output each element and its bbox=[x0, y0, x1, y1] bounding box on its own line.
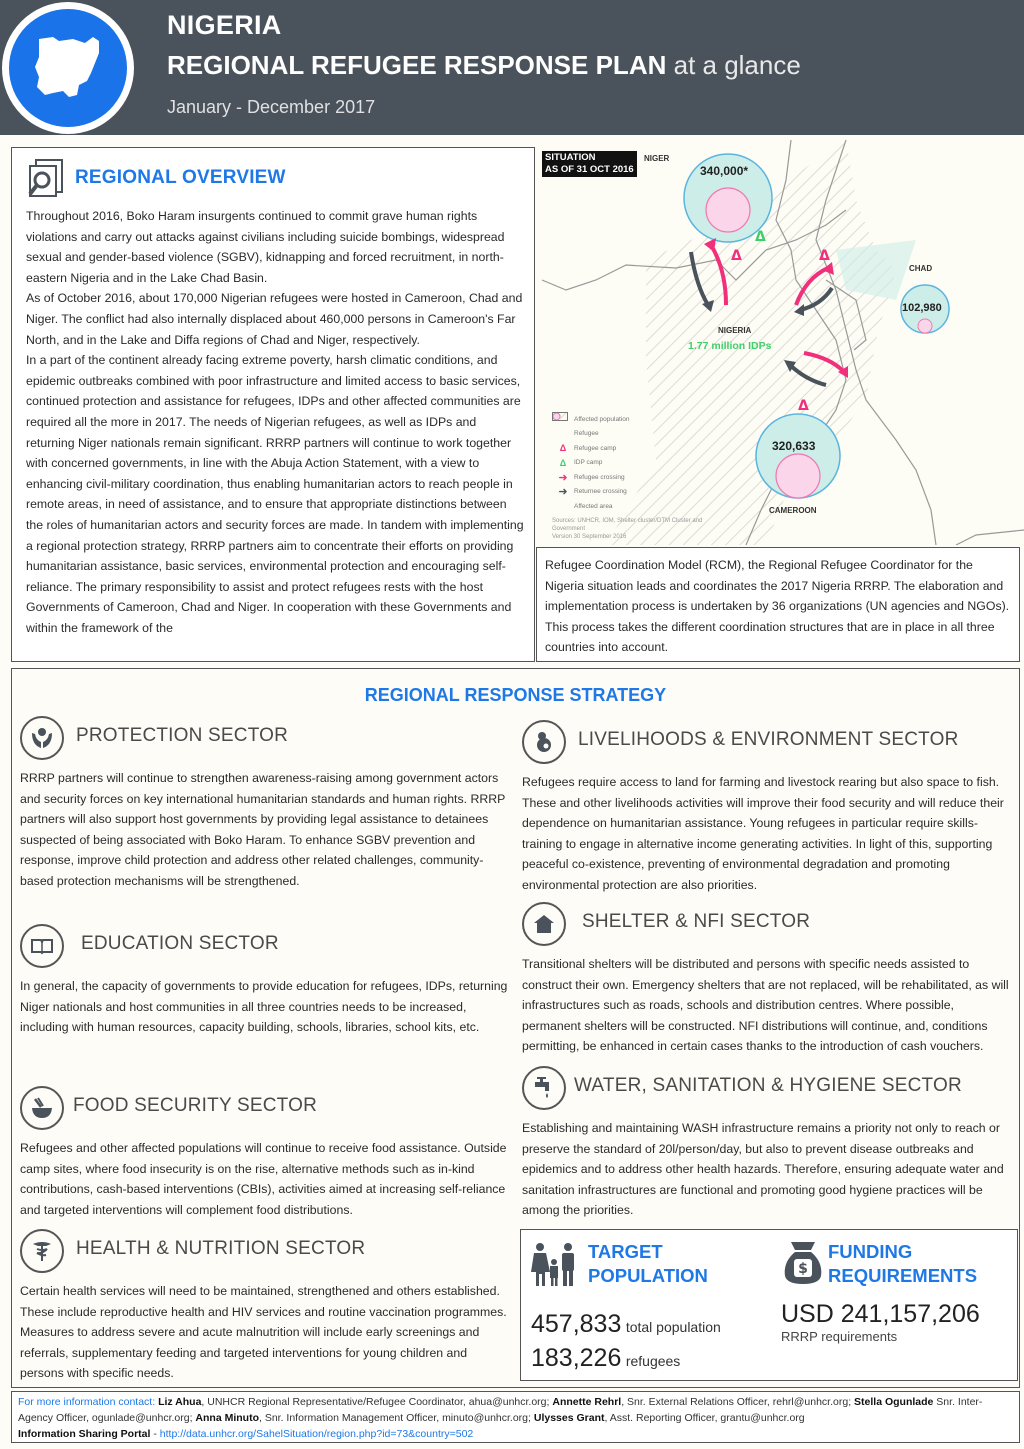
svg-text:$: $ bbox=[798, 1261, 808, 1277]
caduceus-icon bbox=[20, 1229, 64, 1273]
overview-continued-panel bbox=[536, 547, 1020, 662]
cameroon-figure: 320,633 bbox=[772, 439, 816, 453]
document-search-icon bbox=[26, 158, 66, 203]
sector-livelihoods: LIVELIHOODS & ENVIRONMENT SECTOR Refugees require access to land for farming and livestock rearing but also space to fish. These and other livelihoods activities will improve their food security and will reduce their dependence on humanitarian assistance. Young refugees in particular require skills-training to engage in alternative income generating activities. In light of this, supporting peaceful co-existence, preventing of environmental degradation and promoting environmental protection are also priorities. bbox=[522, 720, 1012, 890]
plan-title-bold: REGIONAL REFUGEE RESPONSE PLAN bbox=[167, 50, 667, 80]
refugee-crossing-arrow-icon: ➜ bbox=[558, 471, 568, 484]
legend-item: Affected area bbox=[552, 499, 722, 514]
overview-continued-text: Refugee Coordination Model (RCM), the Regional Refugee Coordinator for the Nigeria situation leads and coordinates the 2017 Nigeria RRRP. The elaboration and implementation process is undertaken by 36 organizations (UN agencies and NGOs). This process takes the different coordination structures that are in place in all three countries into account. bbox=[545, 558, 1010, 655]
funding-stat: USD 241,157,206 RRRP requirements bbox=[781, 1300, 980, 1344]
country-title: NIGERIA bbox=[167, 10, 282, 40]
svg-text:Δ: Δ bbox=[731, 248, 742, 264]
map-label-cameroon: CAMEROON bbox=[769, 506, 817, 515]
legend-item: Refugee bbox=[552, 427, 722, 442]
sector-food-security: FOOD SECURITY SECTOR Refugees and other affected populations will continue to receive food assistance. Outside camp sites, where food insecurity is on the rise, alternative methods such as in-kind contributions, cash-based interventions (CBIs), activities aimed at increasing self-reliance and targeted interventions will complement food distributions. bbox=[20, 1086, 510, 1226]
nigeria-logo bbox=[2, 2, 134, 134]
sector-health: HEALTH & NUTRITION SECTOR Certain health services will need to be maintained, strengthened and others established. These include reproductive health and HIV services and routine vaccination programmes. Measures to address severe and acute malnutrition will include early screenings and referrals, supplementary feeding and targeted interventions for young children and persons with specific needs. bbox=[20, 1229, 510, 1389]
legend-item: ➜ Returnee crossing bbox=[552, 485, 722, 500]
family-icon bbox=[531, 1242, 577, 1293]
legend-item: Δ Refugee camp bbox=[552, 441, 722, 456]
regional-overview-panel bbox=[11, 147, 535, 662]
total-population-stat: 457,833 total population bbox=[531, 1310, 721, 1338]
idp-camp-icon: Δ bbox=[559, 457, 567, 468]
niger-figure: 340,000* bbox=[700, 164, 749, 178]
money-bag-icon bbox=[783, 1240, 823, 1291]
contact-name: Stella Ogunlade bbox=[854, 1396, 934, 1408]
legend-item: Δ IDP camp bbox=[552, 456, 722, 471]
contact-name: Annette Rehrl bbox=[552, 1396, 622, 1408]
svg-text:Δ: Δ bbox=[819, 248, 830, 264]
plan-title bbox=[167, 50, 801, 81]
water-tap-icon bbox=[522, 1066, 566, 1110]
plan-dates: January - December 2017 bbox=[167, 97, 376, 117]
livelihoods-icon bbox=[522, 720, 566, 764]
strategy-title: REGIONAL RESPONSE STRATEGY bbox=[364, 685, 667, 705]
contact-footer: For more information contact: Liz Ahua, UNHCR Regional Representative/Refugee Coordinator, ahua@unhcr.org; Annette Rehrl, Snr. External Relations Officer, rehrl@unhcr.org; Stella Ogunlade Snr. Inter-Agency Officer, ogunlade@unhcr.org; Anna Minuto, Snr. Information Management Officer, minuto@unhcr.org; Ulysses Grant, Asst. Reporting Officer, grantu@unhcr.org Information Sharing Portal - http://data.unhcr.org/SahelSituation/region.php?id=73&country=502 bbox=[11, 1391, 1020, 1443]
refugees-stat: 183,226 refugees bbox=[531, 1344, 681, 1372]
map-legend bbox=[552, 412, 722, 541]
sector-protection: PROTECTION SECTOR RRRP partners will continue to strengthen awareness-raising among government actors and security forces on key international humanitarian standards and human rights. RRRP partners will also support host governments by providing legal assistance to detainees suspected of being associated with Boko Haram. To enhance SGBV prevention and response, improve child protection and address other related challenges, community-based protection mechanisms will be strengthened. bbox=[20, 716, 510, 886]
svg-text:Δ: Δ bbox=[755, 229, 766, 245]
sector-education: EDUCATION SECTOR In general, the capacity of governments to provide education for refugees, IDPs, returning Niger nationals and host communities in all three countries needs to be increased, including with human resources, capacity building, schools, libraries, school kits, etc. bbox=[20, 924, 510, 1064]
sector-shelter: SHELTER & NFI SECTOR Transitional shelters will be distributed and persons with specific needs assisted to construct their own. Emergency shelters that are not replaced, will be rehabilitated, as will infrastructures such as roads, schools and distribution centres. Where possible, permanent shelters will be constructed. NFI distributions will continue, and, conditions permitting, be enhanced in certain cases thanks to the introduction of cash vouchers. bbox=[522, 902, 1012, 1072]
situation-label: SITUATION AS OF 31 OCT 2016 bbox=[542, 151, 637, 177]
refugee-camp-icon: Δ bbox=[559, 443, 567, 454]
returnee-crossing-arrow-icon: ➜ bbox=[558, 486, 568, 499]
map-sources: Sources: UNHCR, IOM, Shelter cluster/DTM Cluster and Government Version 30 September 2016 bbox=[552, 517, 703, 540]
house-icon bbox=[522, 902, 566, 946]
contact-name: Ulysses Grant bbox=[533, 1412, 605, 1424]
legend-item: Affected population bbox=[552, 412, 722, 427]
chad-figure: 102,980 bbox=[902, 302, 942, 314]
legend-item: ➜ Refugee crossing bbox=[552, 470, 722, 485]
key-figures-box bbox=[520, 1229, 1018, 1381]
nigeria-map-icon bbox=[29, 29, 107, 107]
portal-label: Information Sharing Portal bbox=[18, 1428, 151, 1440]
plan-title-light: at a glance bbox=[673, 50, 801, 80]
overview-paragraph: In a part of the continent already facing extreme poverty, harsh climatic conditions, and epidemic outbreaks combined with poor infrastructure and limited access to basic services, continued protection and assistance for refugees, IDPs and other affected communities are required all the more in 2017. The needs of Nigerian refugees, as well as IDPs and returning Niger nationals remain significant. RRRP partners will continue to work together with concerned governments, in line with the Abuja Action Statement, with a view to enhancing civil-military coordination, thus enabling humanitarian actors to reach people in remote areas, in need of assistance, and to ensure that appropriate distinctions between the roles of humanitarian actors and security forces are made. In tandem with implementing a regional protection strategy, RRRP partners aim to concentrate their efforts on providing humanitarian assistance, basic services, environmental protection and encouraging self-reliance. The primary responsibility to assist and protect refugees rests with the host Governments of Cameroon, Chad and Niger. In cooperation with these Governments and within the framework of the bbox=[26, 353, 524, 635]
contact-name: Anna Minuto bbox=[195, 1412, 259, 1424]
overview-title: REGIONAL OVERVIEW bbox=[75, 167, 286, 188]
book-icon bbox=[20, 924, 64, 968]
portal-link[interactable]: http://data.unhcr.org/SahelSituation/region.php?id=73&country=502 bbox=[159, 1428, 474, 1440]
overview-paragraph: As of October 2016, about 170,000 Nigerian refugees were hosted in Cameroon, Chad and Niger. The conflict had also internally displaced about 460,000 persons in Cameroon's Far North, and in the Lake and Diffa regions of Chad and Niger, respectively. bbox=[26, 291, 523, 347]
map-label-chad: CHAD bbox=[909, 264, 933, 273]
nigeria-idps-figure: 1.77 million IDPs bbox=[688, 340, 772, 352]
protection-hands-icon bbox=[20, 716, 64, 760]
funding-requirements-title: FUNDING REQUIREMENTS bbox=[828, 1241, 978, 1286]
contact-name: Liz Ahua bbox=[158, 1396, 202, 1408]
target-population-title: TARGET POPULATION bbox=[588, 1241, 708, 1286]
overview-paragraph: Throughout 2016, Boko Haram insurgents continued to commit grave human rights violations and carry out attacks against civilians including suicide bombings, widespread sexual and gender-based violence (SGBV), kidnapping and forced recruitment, in north-eastern Nigeria and in the Lake Chad Basin. bbox=[26, 209, 505, 285]
page-header bbox=[0, 0, 1024, 135]
sector-wash: WATER, SANITATION & HYGIENE SECTOR Establishing and maintaining WASH infrastructure remains a priority not only to reach or preserve the standard of 20l/person/day, but also to prevent disease outbreaks and epidemics and to address other health hazards. Therefore, ensuring adequate water and sanitation infrastructures are functional and promoting good hygiene practices will be among the priorities. bbox=[522, 1066, 1017, 1236]
overview-text bbox=[26, 206, 526, 638]
svg-text:Δ: Δ bbox=[798, 398, 809, 414]
map-label-niger: NIGER bbox=[644, 154, 670, 163]
food-bowl-icon bbox=[20, 1086, 64, 1130]
map-label-nigeria: NIGERIA bbox=[718, 326, 752, 335]
situation-map bbox=[536, 140, 1024, 545]
